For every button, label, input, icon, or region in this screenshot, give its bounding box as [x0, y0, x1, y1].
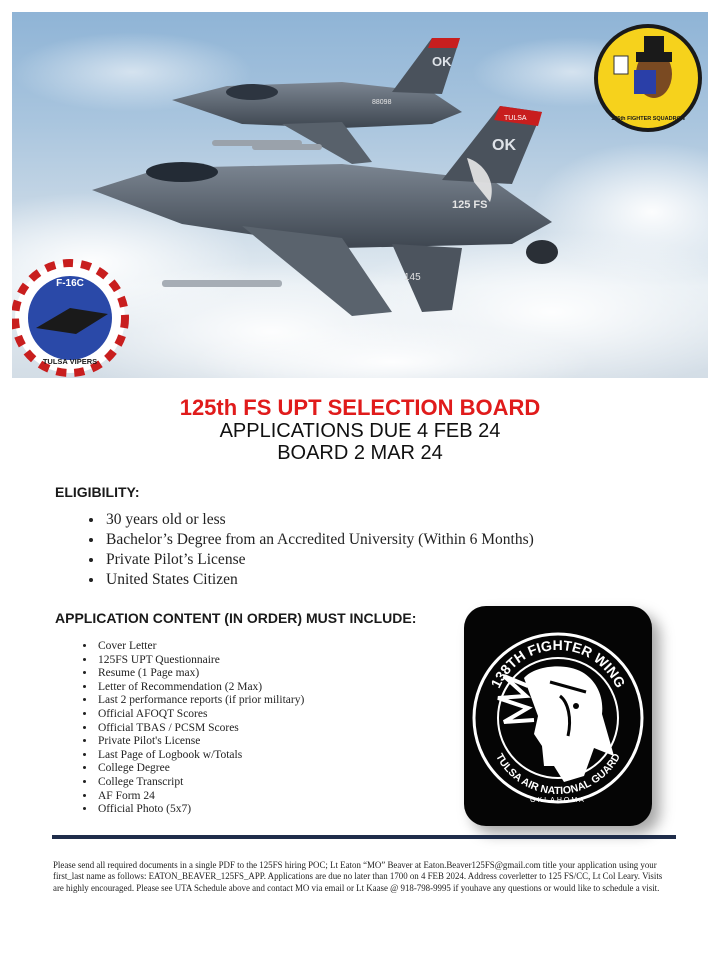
list-item: • Private Pilot’s License — [104, 550, 534, 570]
svg-text:125 FS: 125 FS — [452, 199, 488, 211]
list-item: • Bachelor’s Degree from an Accredited University (Within 6 Months) — [104, 530, 534, 550]
list-item: • AF Form 24 — [96, 790, 304, 804]
page-title: 125th FS UPT SELECTION BOARD — [179, 395, 541, 420]
list-item: • Official Photo (5x7) — [96, 803, 304, 817]
svg-text:138TH FIGHTER WING: 138TH FIGHTER WING — [487, 636, 629, 691]
eligibility-list — [80, 510, 534, 590]
hero-photo — [12, 12, 708, 378]
jets-illustration — [12, 12, 708, 378]
title-block — [0, 396, 720, 464]
svg-text:OKLAHOMA: OKLAHOMA — [530, 797, 586, 804]
svg-text:88098: 88098 — [372, 99, 392, 106]
svg-text:OK: OK — [432, 54, 452, 69]
application-list — [78, 640, 304, 817]
svg-text:145: 145 — [404, 272, 421, 283]
list-item: • 30 years old or less — [104, 510, 534, 530]
list-item: • College Degree — [96, 762, 304, 776]
svg-text:TULSA: TULSA — [504, 115, 527, 122]
list-item: • Official TBAS / PCSM Scores — [96, 722, 304, 736]
tulsa-vipers-patch — [15, 263, 125, 373]
list-item: • Official AFOQT Scores — [96, 708, 304, 722]
list-item: • Cover Letter — [96, 640, 304, 654]
list-item: • 125FS UPT Questionnaire — [96, 654, 304, 668]
list-item: • Resume (1 Page max) — [96, 667, 304, 681]
fighter-wing-patch — [464, 606, 652, 826]
fighter-wing-emblem — [464, 606, 652, 826]
svg-text:OK: OK — [492, 137, 516, 154]
applications-due: APPLICATIONS DUE 4 FEB 24 — [219, 420, 501, 442]
list-item: • College Transcript — [96, 776, 304, 790]
svg-text:125th FIGHTER SQUADRON: 125th FIGHTER SQUADRON — [611, 116, 685, 122]
svg-text:TULSA VIPERS: TULSA VIPERS — [42, 357, 98, 366]
footer-text: Please send all required documents in a single PDF to the 125FS hiring POC; Lt Eaton “MO” Beaver at Eaton.Beaver125FS@gmail.com title your application using your first_last name as follows: EATON_BEAVER_125FS_APP. Applications are due no later than 1700 on 4 FEB 2024. Address coverletter to 125 FS/CC, Lt Col Leary. Visits are highly encouraged. Please see UTA Schedule above and contact MO via email or Lt Kaase @ 918-798-9995 if youhave any questions or would like to schedule a visit. — [53, 860, 663, 893]
board-date: BOARD 2 MAR 24 — [277, 442, 443, 464]
list-item: • Letter of Recommendation (2 Max) — [96, 681, 304, 695]
list-item: • United States Citizen — [104, 570, 534, 590]
list-item: • Last Page of Logbook w/Totals — [96, 749, 304, 763]
svg-text:F-16C: F-16C — [56, 278, 84, 289]
eligibility-heading: ELIGIBILITY: — [55, 484, 140, 500]
fighter-squadron-patch — [594, 24, 702, 132]
list-item: • Private Pilot's License — [96, 735, 304, 749]
list-item: • Last 2 performance reports (if prior military) — [96, 694, 304, 708]
application-heading: APPLICATION CONTENT (IN ORDER) MUST INCLUDE: — [55, 610, 417, 626]
divider — [52, 835, 676, 839]
footer-instructions — [53, 860, 673, 894]
svg-text:TULSA AIR NATIONAL GUARD: TULSA AIR NATIONAL GUARD — [493, 751, 623, 798]
